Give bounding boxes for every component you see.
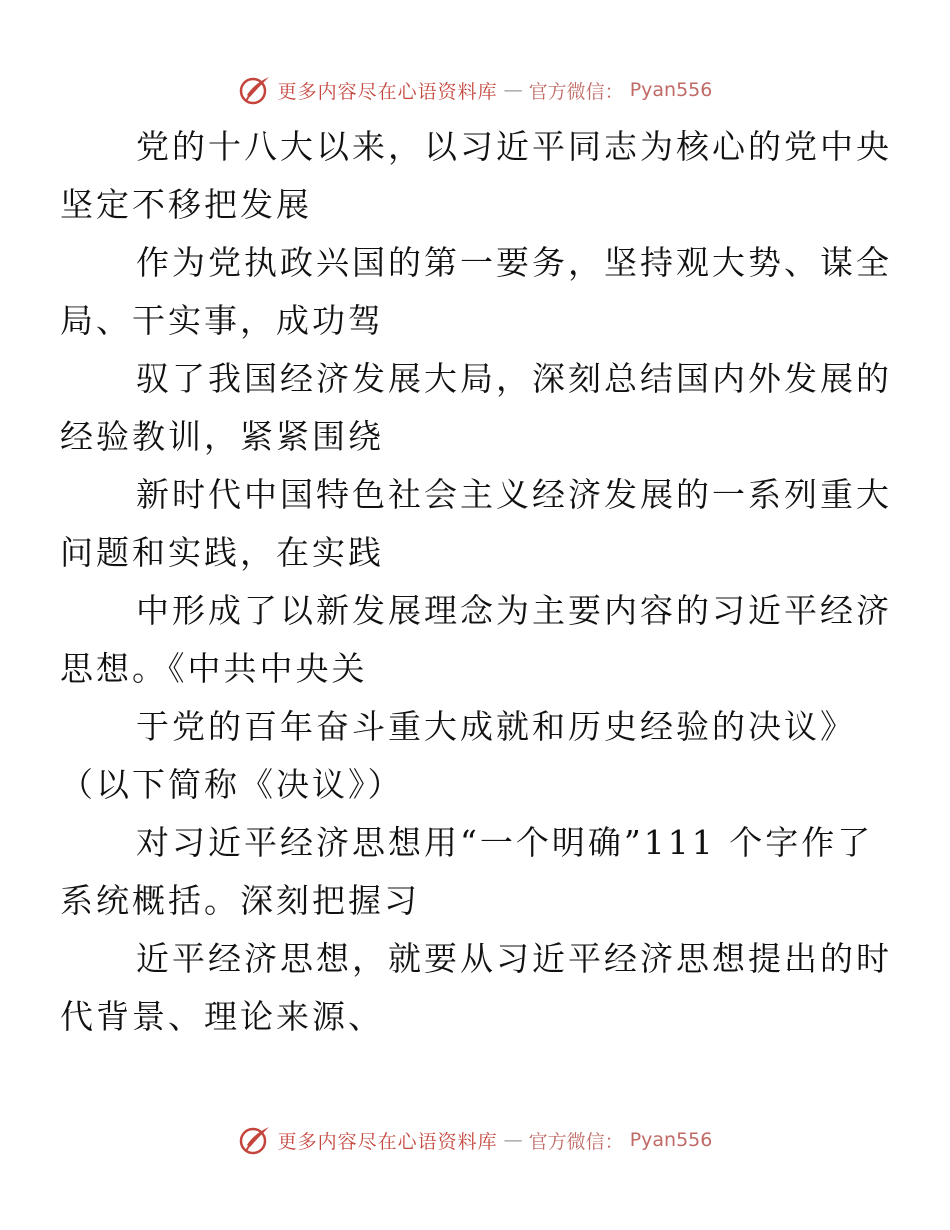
paragraph-line: 问题和实践，在实践: [60, 533, 384, 572]
paragraph: [60, 698, 858, 814]
paragraph-line: 经验教训，紧紧围绕: [60, 417, 384, 456]
paragraph-line: 中形成了以新发展理念为主要内容的习近平经济: [136, 591, 892, 630]
paragraph-line: （以下简称《决议》）: [60, 765, 404, 804]
paragraph-line: 代背景、理论来源、: [60, 997, 384, 1036]
paragraph-line: 坚定不移把发展: [60, 185, 312, 224]
paragraph-line: 作为党执政兴国的第一要务，坚持观大势、谋全: [136, 243, 892, 282]
paragraph-line: 驭了我国经济发展大局，深刻总结国内外发展的: [136, 359, 892, 398]
paragraph-line: 近平经济思想，就要从习近平经济思想提出的时: [136, 939, 892, 978]
paragraph: [60, 350, 892, 466]
paragraph: [60, 582, 892, 698]
paragraph-line: 新时代中国特色社会主义经济发展的一系列重大: [136, 475, 892, 514]
feather-pen-logo-icon: [238, 1123, 272, 1157]
paragraph-line: 系统概括。深刻把握习: [60, 881, 420, 920]
banner-text: 更多内容尽在心语资料库: [277, 1130, 498, 1153]
paragraph-line: 党的十八大以来，以习近平同志为核心的党中央: [136, 127, 892, 166]
feather-pen-logo-icon: [238, 73, 272, 107]
paragraph: [60, 930, 892, 1046]
banner-wechat-label: 官方微信：: [528, 80, 624, 103]
banner-wechat-label: 官方微信：: [528, 1130, 624, 1153]
banner-separator: —: [503, 1129, 523, 1151]
paragraph-line: 对习近平经济思想用“一个明确”111 个字作了: [136, 823, 874, 862]
paragraph-line: 思想。《中共中央关: [60, 649, 368, 688]
paragraph: [60, 466, 892, 582]
paragraph: [60, 814, 874, 930]
paragraph-line: 于党的百年奋斗重大成就和历史经验的决议》: [136, 707, 856, 746]
footer-banner: [0, 1120, 950, 1160]
document-body: [60, 118, 892, 1046]
paragraph: [60, 118, 892, 234]
paragraph: [60, 234, 892, 350]
paragraph-line: 局、干实事，成功驾: [60, 301, 384, 340]
header-banner: [0, 70, 950, 110]
banner-wechat-id: Pyan556: [629, 1129, 713, 1151]
banner-wechat-id: Pyan556: [629, 79, 713, 101]
banner-text: 更多内容尽在心语资料库: [277, 80, 498, 103]
banner-separator: —: [503, 79, 523, 101]
